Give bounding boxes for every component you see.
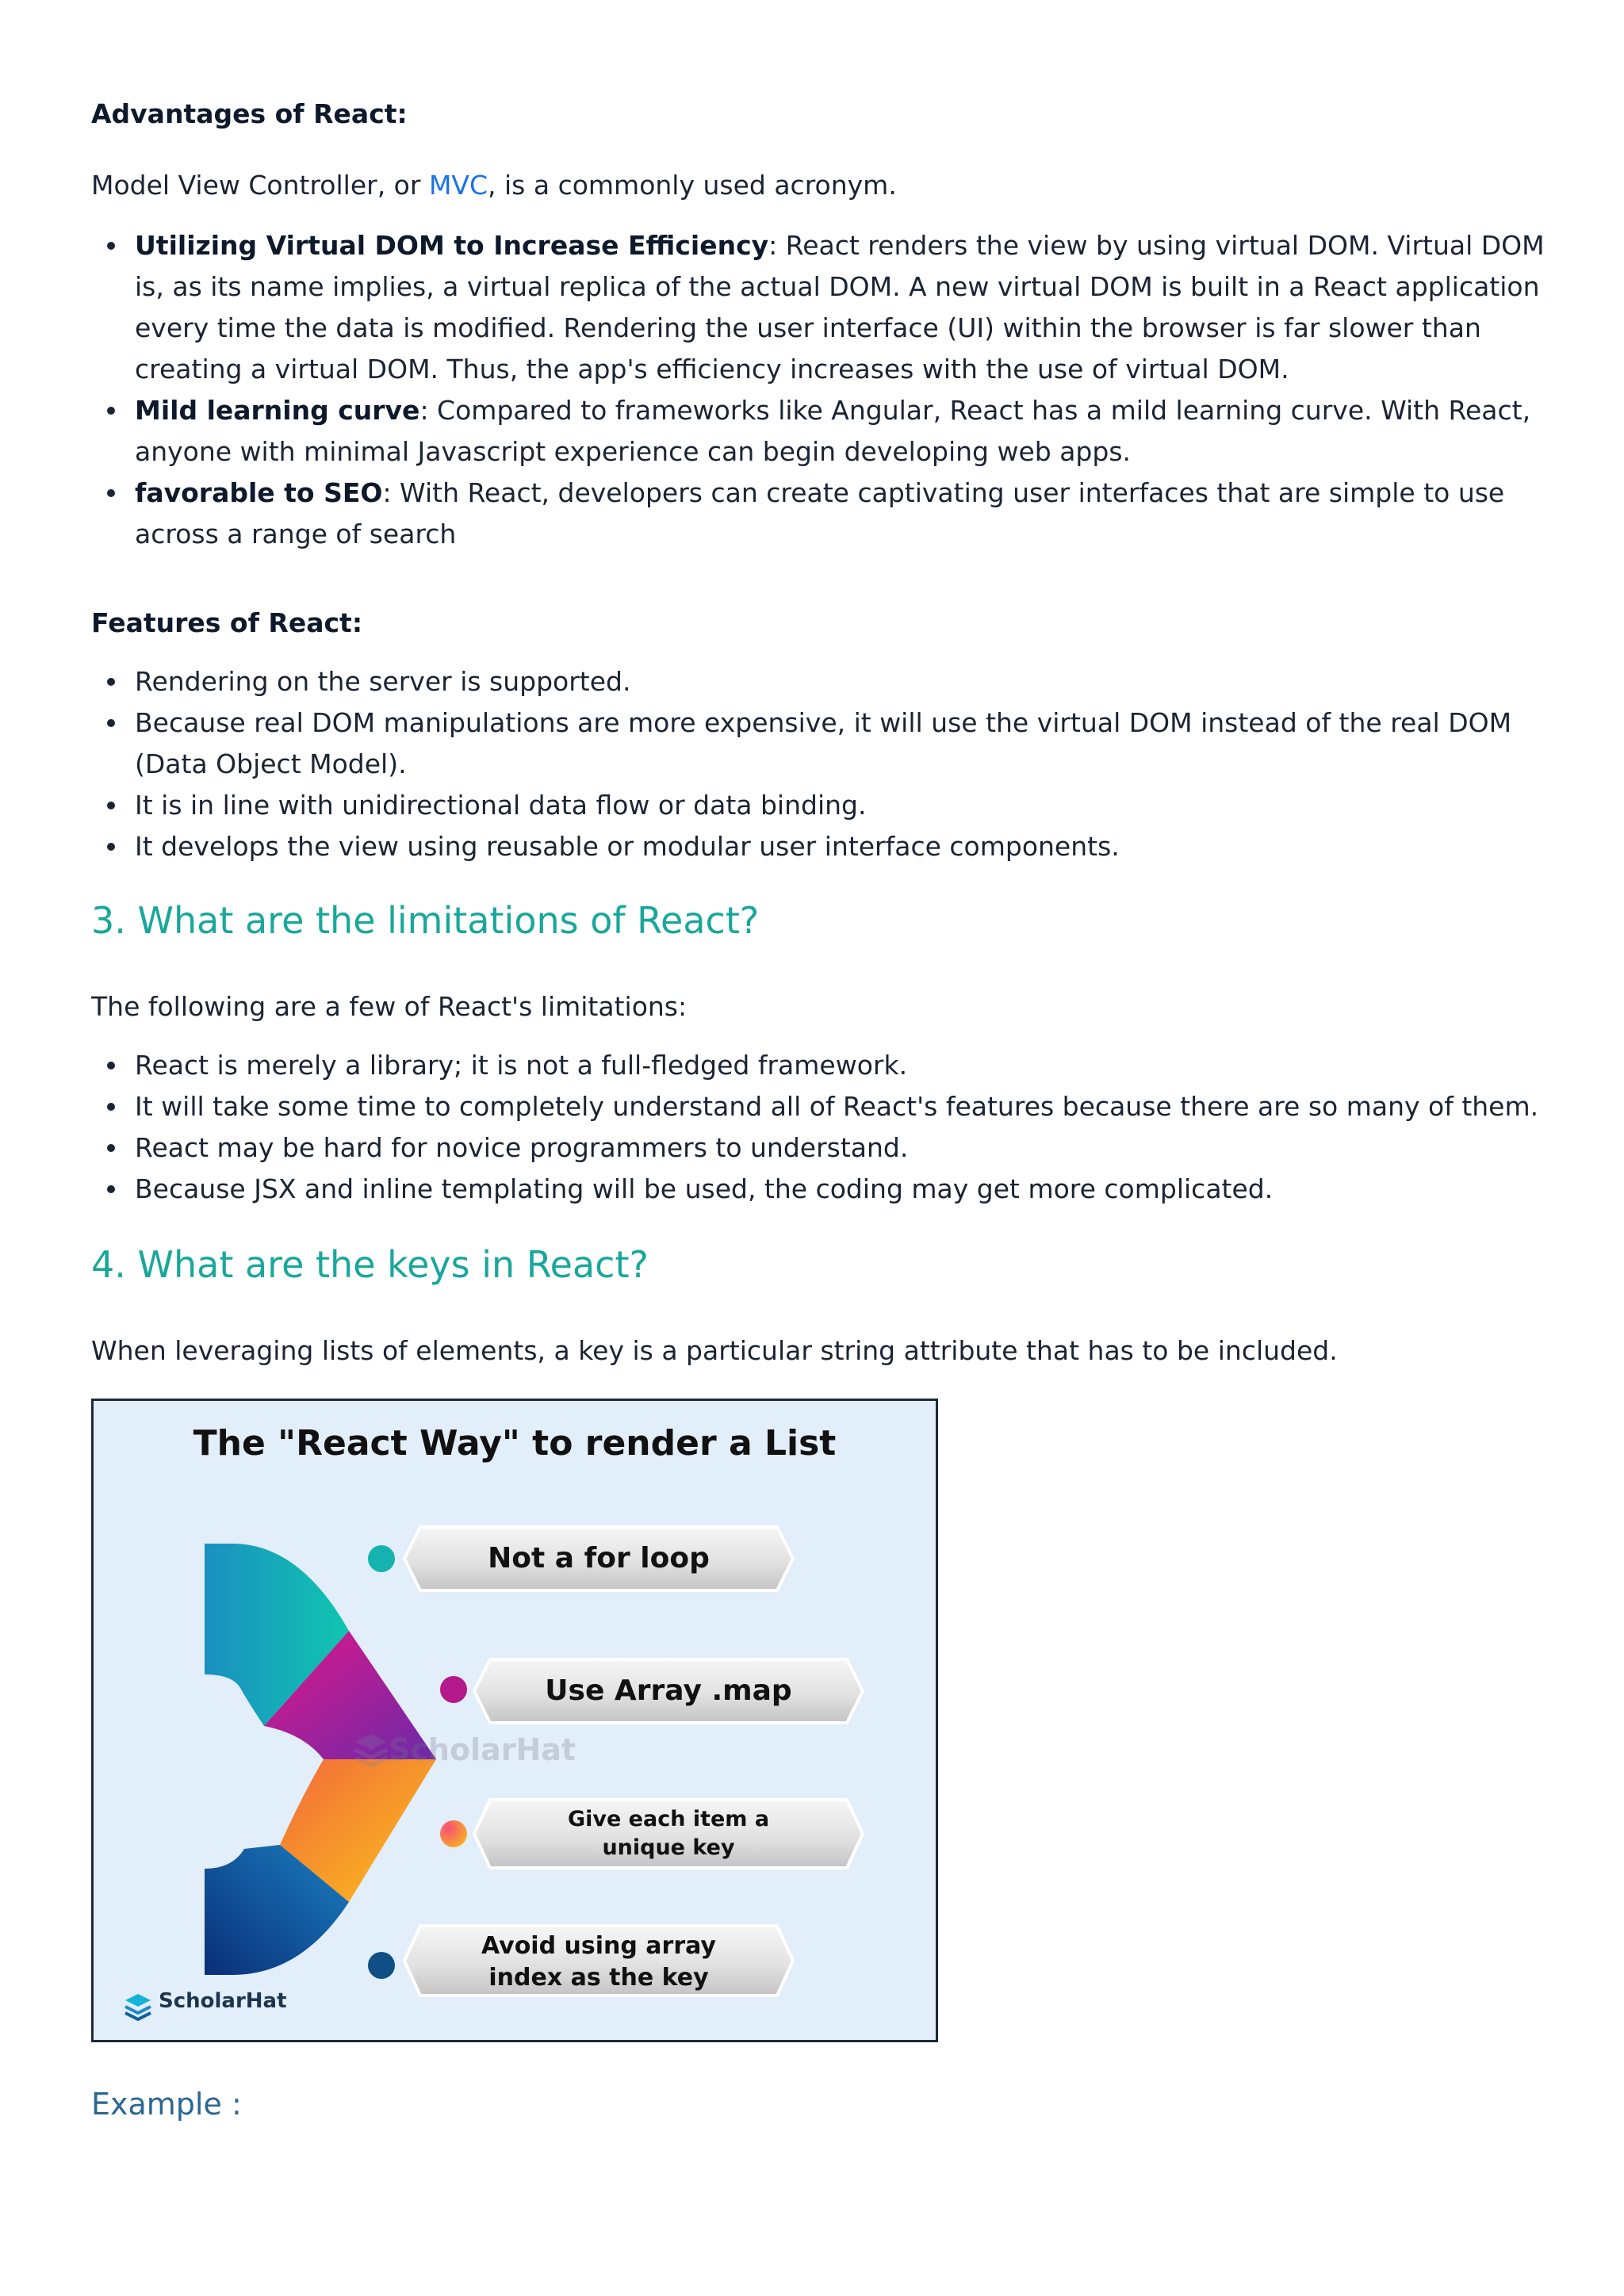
dot-navy [368,1952,395,1979]
watermark: ScholarHat [389,1732,576,1767]
item-bold: favorable to SEO [135,477,383,508]
list-item [91,1169,1566,1210]
intro-text: Model View Controller, or [91,170,429,201]
scholarhat-logo-icon [125,1994,151,2019]
pill-3-text [490,1805,847,1862]
limitations-list [91,1045,1566,1210]
keys-intro: When leveraging lists of elements, a key is a particular string attribute that has to be included. [91,1335,1338,1366]
item-text: Rendering on the server is supported. [135,666,631,697]
list-item [91,785,1566,826]
infographic-title: The "React Way" to render a List [193,1423,837,1464]
bullet-icon [107,1185,115,1193]
item-text: It will take some time to completely understand all of React's features because there are so many of them. [135,1091,1539,1122]
list-item [91,1086,1566,1127]
item-text: : React renders the view by using virtual DOM. Virtual DOM is, as its name implies, a virtual replica of the actual DOM. A new virtual DOM is built in a React application every time the data is modified. Rendering the user interface (UI) within the browser is far slower than creating a virtual DOM. Thus, the app's efficiency increases with the use of virtual DOM. [135,230,1545,385]
bullet-icon [107,1144,115,1152]
advantages-intro [91,165,1566,206]
dot-orange [440,1820,467,1847]
dot-magenta [440,1676,467,1703]
list-item [91,225,1566,390]
intro-text-end: , is a commonly used acronym. [488,170,897,201]
features-list [91,661,1566,867]
pill-4-line-1: Avoid using array [481,1932,716,1960]
list-item [91,826,1566,867]
pill-4-line-2: index as the key [488,1964,709,1992]
list-item [91,661,1566,702]
list-item [91,1127,1566,1169]
list-item [91,1045,1566,1086]
features-heading: Features of React: [91,607,363,638]
item-text: React may be hard for novice programmers to understand. [135,1132,909,1163]
item-bold: Utilizing Virtual DOM to Increase Efficiency [135,230,769,261]
item-text: Because real DOM manipulations are more expensive, it will use the virtual DOM instead of the real DOM (Data Object Model). [135,707,1512,779]
limitations-intro: The following are a few of React's limitations: [91,991,688,1022]
keys-heading: 4. What are the keys in React? [91,1243,649,1286]
item-text: It is in line with unidirectional data flow or data binding. [135,790,867,821]
list-item [91,390,1566,473]
pill-3-line-1: Give each item a [567,1807,770,1831]
bullet-icon [107,719,115,727]
pill-2-text: Use Array .map [545,1674,792,1707]
item-text: : Compared to frameworks like Angular, React has a mild learning curve. With React, anyone with minimal Javascript experience can begin developing web apps. [135,395,1531,467]
bullet-icon [107,1103,115,1111]
bullet-icon [107,802,115,809]
bullet-icon [107,242,115,250]
advantages-list [91,225,1566,555]
bullet-icon [107,843,115,851]
example-label: Example : [91,2087,242,2122]
pill-1-text: Not a for loop [488,1542,710,1575]
item-text: : With React, developers can create captivating user interfaces that are simple to use across a range of search [135,477,1505,549]
item-text: It develops the view using reusable or modular user interface components. [135,831,1120,862]
bullet-icon [107,1062,115,1070]
list-item [91,702,1566,785]
pill-3-line-2: unique key [602,1835,735,1860]
advantages-heading: Advantages of React: [91,98,408,129]
pill-4-text [420,1931,777,1994]
bullet-icon [107,407,115,415]
bullet-icon [107,678,115,686]
dot-teal [368,1545,395,1572]
mvc-link[interactable]: MVC [428,170,488,201]
item-text: Because JSX and inline templating will be used, the coding may get more complicated. [135,1173,1274,1204]
react-list-infographic [91,1399,938,2042]
list-item [91,473,1566,555]
item-text: React is merely a library; it is not a full-fledged framework. [135,1050,908,1081]
brand-label: ScholarHat [159,1989,287,2013]
bullet-icon [107,489,115,497]
item-bold: Mild learning curve [135,395,420,426]
limitations-heading: 3. What are the limitations of React? [91,899,760,942]
